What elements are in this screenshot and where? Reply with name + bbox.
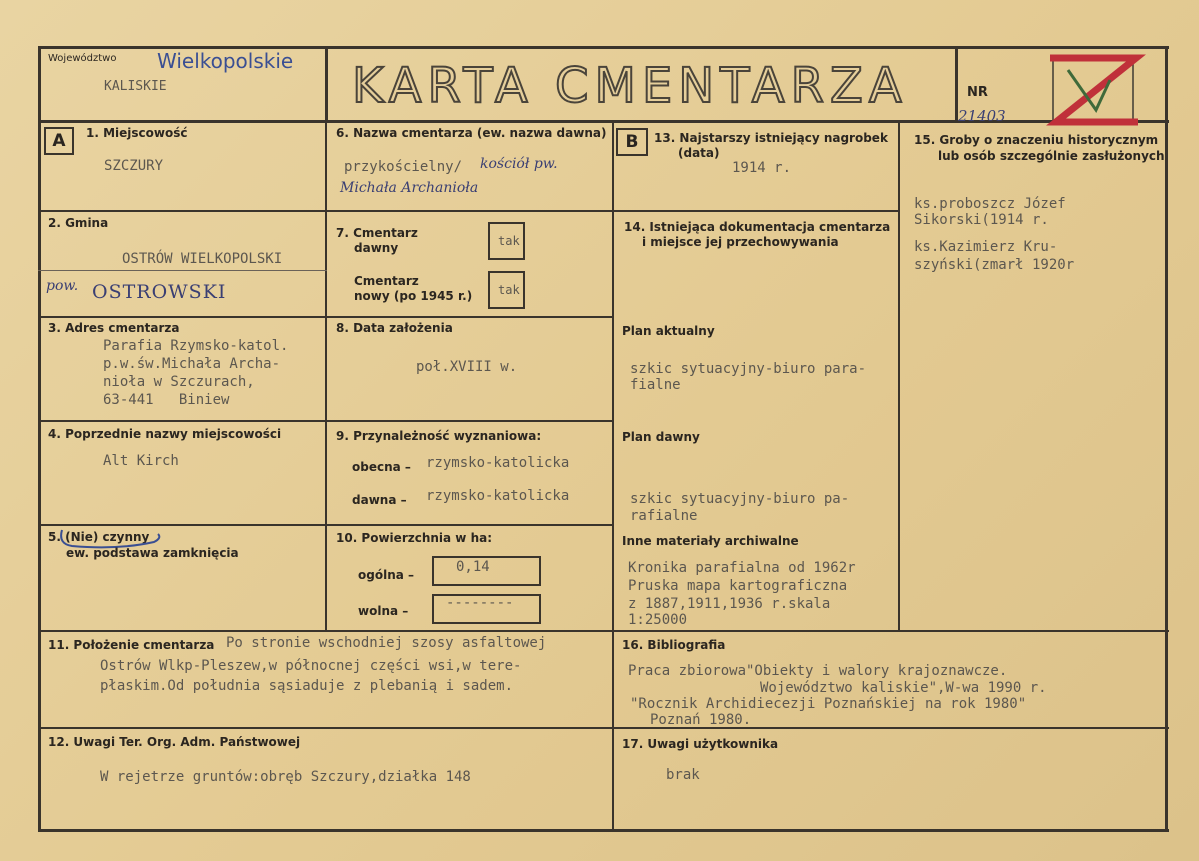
nr-value: 21403	[958, 107, 1006, 125]
notable-grave-line-4: szyński(zmarł 1920r	[914, 257, 1075, 273]
district-value: OSTROWSKI	[92, 281, 227, 303]
card-title: KARTA CMENTARZA	[352, 58, 908, 114]
field-16-label: 16. Bibliografia	[622, 638, 726, 652]
field-8-label: 8. Data założenia	[336, 321, 453, 335]
field-5-sublabel: ew. podstawa zamknięcia	[66, 546, 239, 560]
field-13-label-2: (data)	[678, 146, 720, 160]
nr-label: NR	[967, 85, 988, 100]
section-b-box: B	[616, 128, 648, 156]
area-total-label: ogólna –	[358, 568, 415, 582]
field-15-label-2: lub osób szczególnie zasłużonych	[938, 149, 1165, 163]
field-7-new-label-1: Cmentarz	[354, 274, 419, 288]
field-14-label-2: i miejsce jej przechowywania	[642, 235, 839, 249]
area-total-value: 0,14	[456, 559, 490, 575]
plan-old-label: Plan dawny	[622, 430, 700, 444]
field-12-label: 12. Uwagi Ter. Org. Adm. Państwowej	[48, 735, 301, 749]
plan-current-label: Plan aktualny	[622, 324, 715, 338]
section-a-box: A	[44, 127, 74, 155]
field-7-old-label-2: dawny	[354, 241, 399, 255]
nie-circle-stroke	[61, 530, 159, 547]
hline-mid-2	[325, 316, 614, 318]
archival-line-1: Kronika parafialna od 1962r	[628, 560, 856, 576]
archival-line-4: 1:25000	[628, 612, 688, 628]
plan-old-line-1: szkic sytuacyjny-biuro pa-	[630, 491, 850, 507]
field-6-label: 6. Nazwa cmentarza (ew. nazwa dawna)	[336, 126, 607, 140]
vline-c	[898, 120, 900, 632]
old-cemetery-value: tak	[498, 234, 520, 248]
notable-grave-line-2: Sikorski(1914 r.	[914, 212, 1049, 228]
header-vline-1	[325, 46, 328, 123]
field-11-label: 11. Położenie cmentarza	[48, 638, 215, 652]
bibliography-line-3: "Rocznik Archidiecezji Poznańskiej na rok 1980"	[630, 696, 1027, 712]
field-4-value: Alt Kirch	[103, 453, 179, 469]
address-line-3: nioła w Szczurach,	[103, 374, 255, 390]
field-1-value: SZCZURY	[104, 158, 164, 174]
voivodeship-stamp: Wielkopolskie	[157, 49, 294, 73]
field-2-label: 2. Gmina	[48, 216, 109, 230]
area-free-value: --------	[446, 595, 514, 611]
former-denomination-label: dawna –	[352, 493, 407, 507]
field-10-label: 10. Powierzchnia w ha:	[336, 531, 493, 545]
field-14-label-1: 14. Istniejąca dokumentacja cmentarza	[624, 220, 891, 234]
field-3-label: 3. Adres cmentarza	[48, 321, 180, 335]
field-7-new-label-2: nowy (po 1945 r.)	[354, 289, 473, 303]
bibliography-line-4: Poznań 1980.	[650, 712, 752, 728]
address-line-1: Parafia Rzymsko-katol.	[103, 338, 289, 354]
frame-right	[1165, 46, 1168, 832]
voivodeship-label: Województwo	[48, 53, 117, 64]
address-line-4: 63-441 Biniew	[103, 392, 230, 408]
field-4-label: 4. Poprzednie nazwy miejscowości	[48, 427, 282, 441]
hline-mid-4	[325, 524, 614, 526]
plan-current-line-1: szkic sytuacyjny-biuro para-	[630, 361, 867, 377]
field-8-value: poł.XVIII w.	[416, 359, 518, 375]
frame-left	[38, 46, 41, 832]
archival-materials-label: Inne materiały archiwalne	[622, 534, 799, 548]
bibliography-line-2: Województwo kaliskie",W-wa 1990 r.	[760, 680, 1047, 696]
hline-mid-1	[325, 210, 614, 212]
bibliography-line-1: Praca zbiorowa"Obiekty i walory krajoznawcze.	[628, 663, 1008, 679]
plan-old-line-2: rafialne	[630, 508, 698, 524]
field-12-value: W rejetrze gruntów:obręb Szczury,działka 148	[100, 769, 471, 785]
field-17-value: brak	[666, 767, 700, 783]
vline-a	[325, 120, 327, 632]
field-2-underline	[38, 270, 327, 271]
old-voivodeship: KALISKIE	[104, 79, 167, 94]
hline-mid-3	[325, 420, 614, 422]
former-denomination-value: rzymsko-katolicka	[426, 488, 570, 504]
field-6-hand-2: Michała Archanioła	[340, 180, 479, 196]
hline-b-1	[612, 210, 900, 212]
district-prefix: pow.	[46, 278, 79, 294]
field-1-label: 1. Miejscowość	[86, 126, 188, 140]
hline-left-1	[38, 210, 327, 212]
hline-left-3	[38, 420, 327, 422]
field-13-label-1: 13. Najstarszy istniejący nagrobek	[654, 131, 888, 145]
new-cemetery-value: tak	[498, 283, 520, 297]
category-stamp-mark	[1038, 50, 1148, 130]
area-free-label: wolna –	[358, 604, 409, 618]
field-6-value: przykościelny/	[344, 159, 463, 175]
notable-grave-line-1: ks.proboszcz Józef	[914, 196, 1066, 212]
archival-line-2: Pruska mapa kartograficzna	[628, 578, 848, 594]
address-line-2: p.w.św.Michała Archa-	[103, 356, 281, 372]
field-15-label-1: 15. Groby o znaczeniu historycznym	[914, 133, 1159, 147]
field-6-hand-1: kościół pw.	[480, 156, 558, 172]
field-13-value: 1914 r.	[732, 160, 792, 176]
hline-row-12	[38, 727, 1169, 729]
location-line-1: Po stronie wschodniej szosy asfaltowej	[226, 635, 547, 651]
notable-grave-line-3: ks.Kazimierz Kru-	[914, 239, 1058, 255]
vline-b	[612, 120, 614, 832]
plan-current-line-2: fialne	[630, 377, 681, 393]
field-5-label: 5. (Nie) czynny	[48, 530, 150, 544]
stamp-z-stroke	[1050, 58, 1138, 122]
location-line-3: płaskim.Od południa sąsiaduje z plebanią i sadem.	[100, 678, 514, 694]
location-line-2: Ostrów Wlkp-Pleszew,w północnej części wsi,w tere-	[100, 658, 522, 674]
field-9-label: 9. Przynależność wyznaniowa:	[336, 429, 542, 443]
field-7-old-label-1: 7. Cmentarz	[336, 226, 418, 240]
current-denomination-label: obecna –	[352, 460, 411, 474]
current-denomination-value: rzymsko-katolicka	[426, 455, 570, 471]
frame-bottom	[38, 829, 1169, 832]
field-2-value: OSTRÓW WIELKOPOLSKI	[122, 251, 283, 267]
field-17-label: 17. Uwagi użytkownika	[622, 737, 779, 751]
hline-row-11	[38, 630, 1169, 632]
hline-left-2	[38, 316, 327, 318]
archival-line-3: z 1887,1911,1936 r.skala	[628, 596, 831, 612]
